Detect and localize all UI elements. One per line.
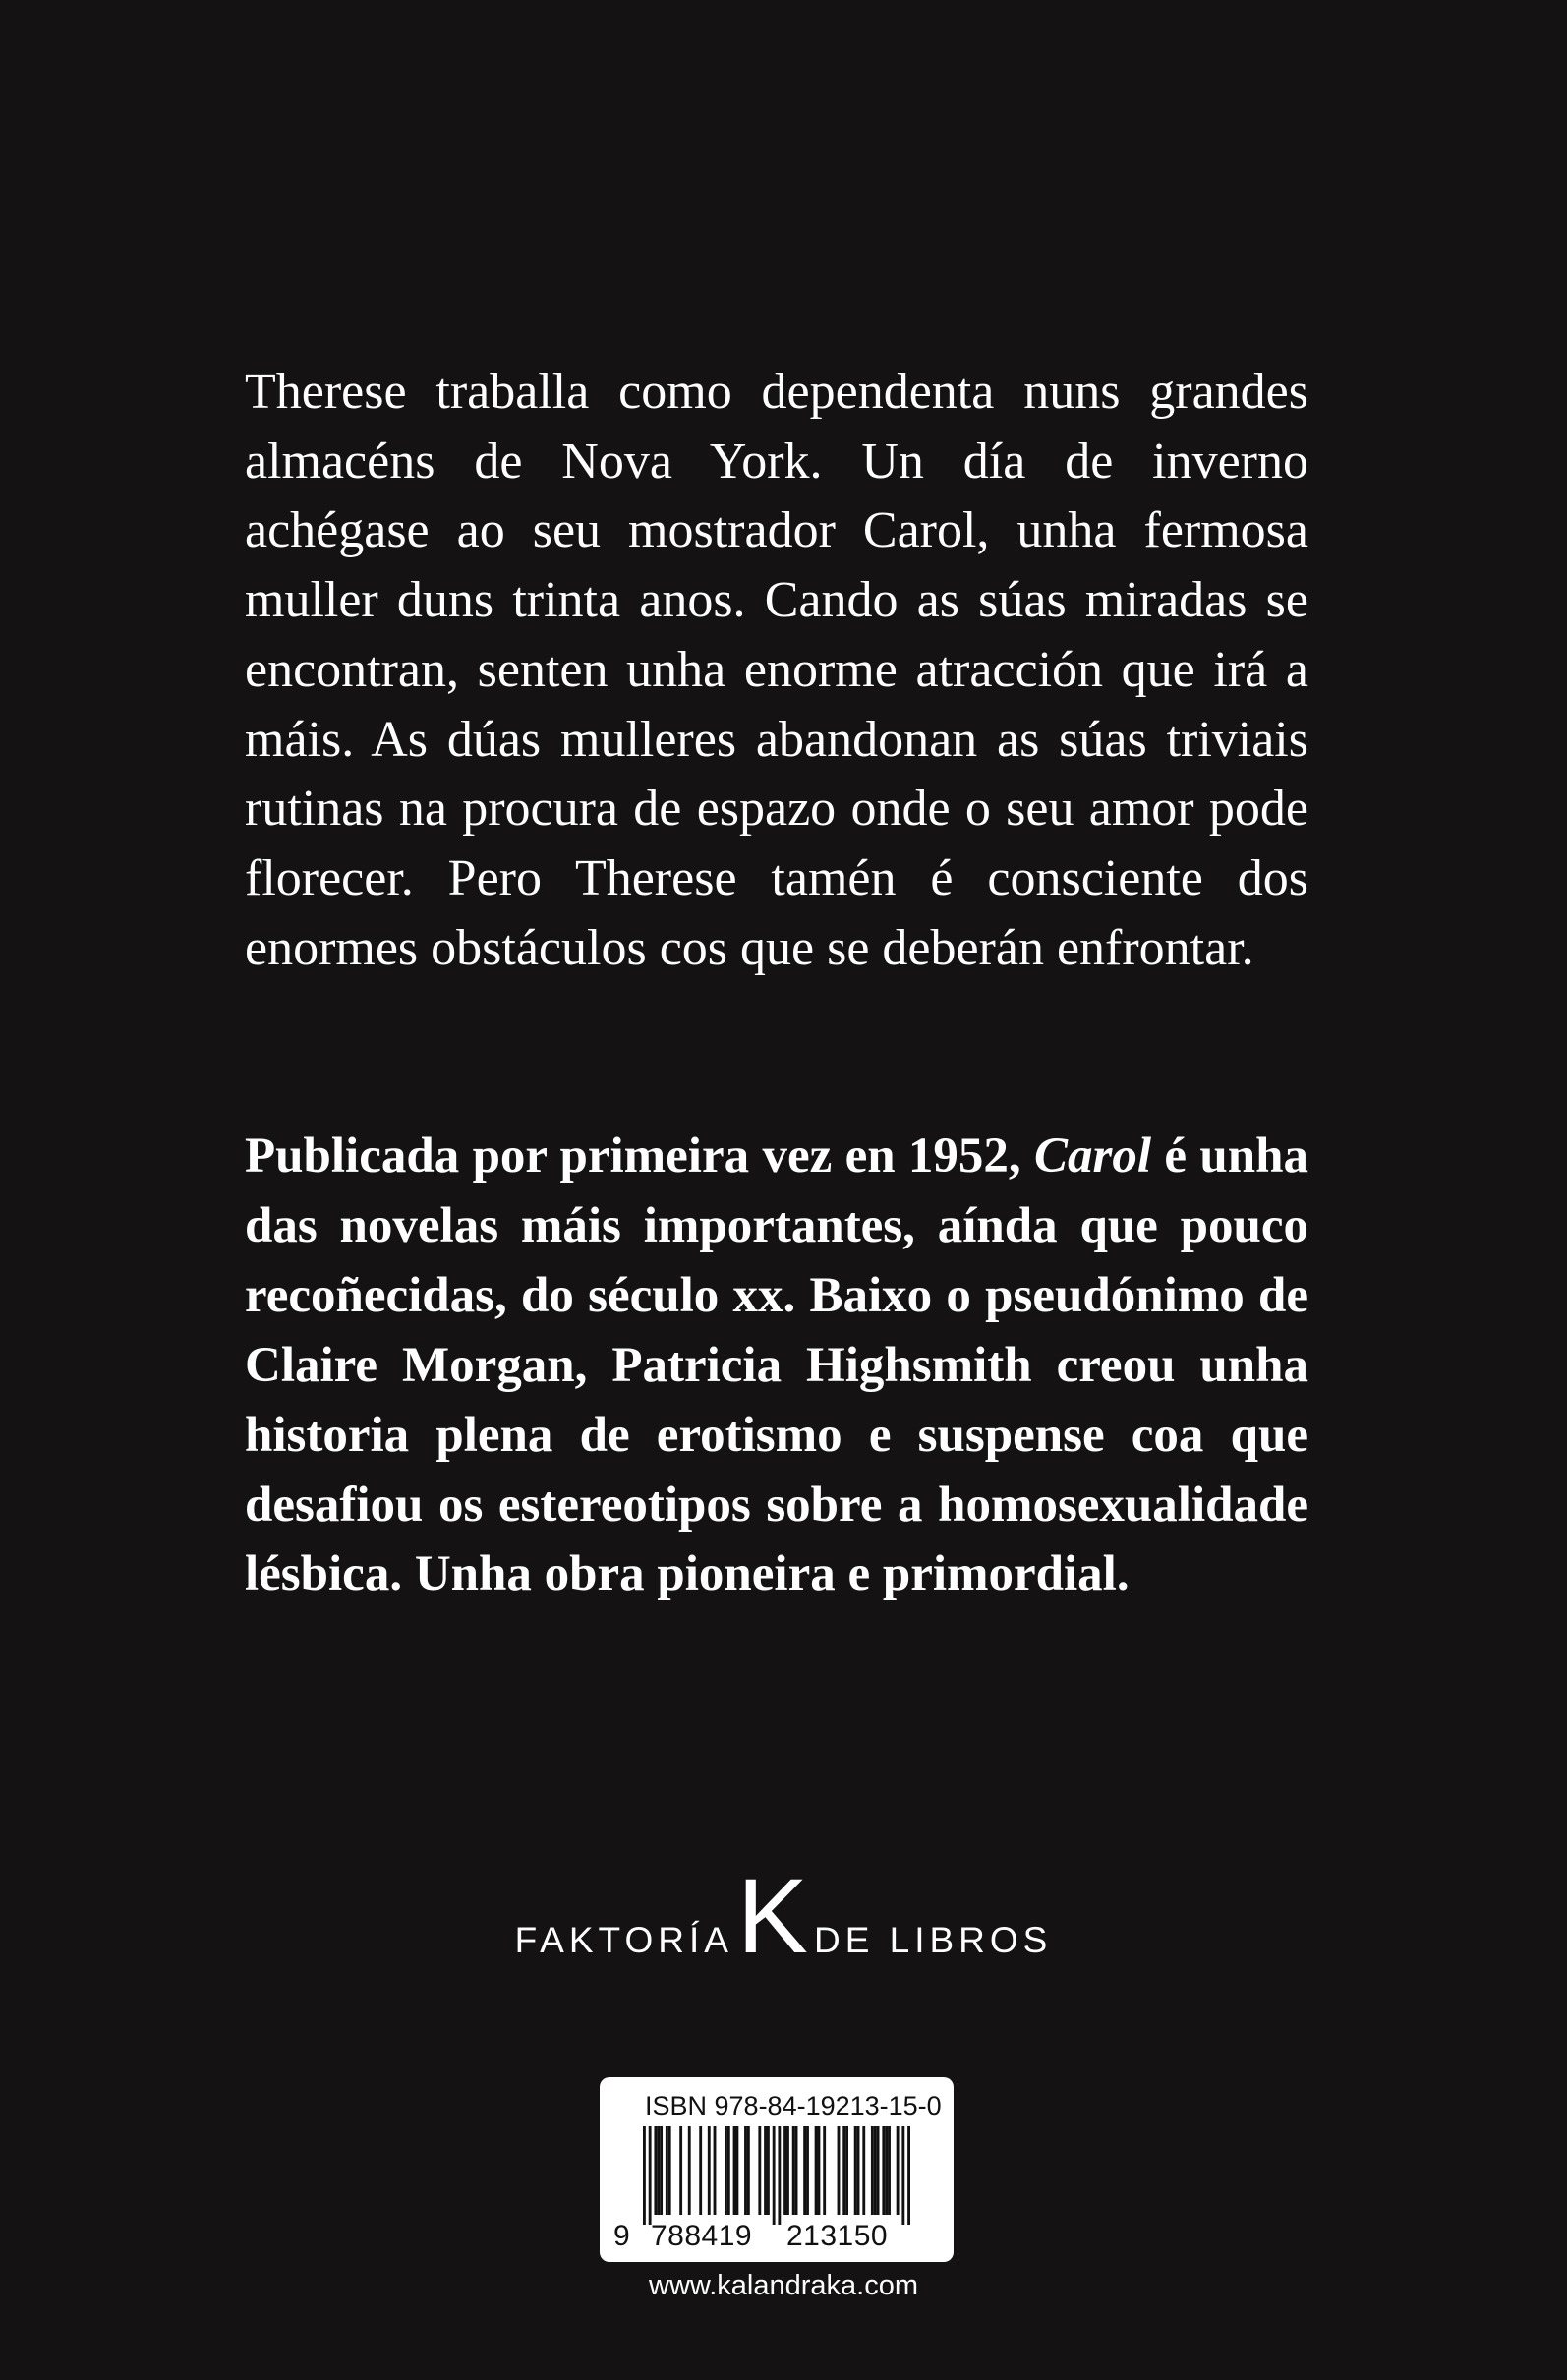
barcode-bar <box>660 2126 663 2215</box>
barcode-bar <box>725 2126 727 2215</box>
barcode-bar <box>877 2126 880 2215</box>
publication-note <box>245 1122 1308 1609</box>
barcode-bar <box>649 2126 652 2225</box>
barcode-bar <box>657 2126 660 2215</box>
barcode-bar <box>714 2126 717 2215</box>
barcode-bar <box>842 2126 845 2215</box>
barcode-bar <box>823 2126 826 2215</box>
barcode-bar <box>778 2126 781 2225</box>
barcode-label <box>600 2077 954 2262</box>
barcode-bar <box>857 2126 860 2215</box>
barcode-bar <box>679 2126 682 2215</box>
barcode-bar <box>668 2126 671 2215</box>
ean-first-digit: 9 <box>613 2220 630 2252</box>
publisher-logo <box>0 1856 1567 1975</box>
barcode-bar <box>871 2126 874 2215</box>
barcode-bar <box>654 2126 657 2215</box>
barcode-bar <box>708 2126 711 2215</box>
barcode-bar <box>907 2126 910 2225</box>
barcode-bar <box>786 2126 789 2215</box>
publisher-logo-k: K <box>736 1856 808 1975</box>
barcode-bar <box>882 2126 885 2215</box>
barcode-bar <box>897 2126 900 2215</box>
barcode-bar <box>758 2126 761 2215</box>
barcode-bar <box>643 2126 646 2225</box>
barcode-bar <box>854 2126 857 2215</box>
barcode-bar <box>885 2126 888 2215</box>
publisher-logo-right: DE LIBROS <box>813 1920 1053 1960</box>
barcode-bar <box>888 2126 891 2215</box>
barcode-bar <box>727 2126 730 2215</box>
barcode-bar <box>806 2126 809 2215</box>
barcode-bar <box>815 2126 818 2215</box>
barcode-bars <box>643 2126 910 2225</box>
publisher-logo-left: FAKTORÍA <box>514 1920 733 1960</box>
barcode-bar <box>666 2126 668 2215</box>
barcode-bar <box>767 2126 770 2215</box>
barcode-bar <box>838 2126 841 2215</box>
barcode-bar <box>818 2126 821 2215</box>
barcode-bar <box>874 2126 877 2215</box>
book-title: Carol <box>1034 1129 1152 1184</box>
barcode-bar <box>845 2126 848 2215</box>
barcode-bar <box>688 2126 691 2215</box>
barcode-bar <box>733 2126 736 2215</box>
barcode-bar <box>784 2126 786 2215</box>
barcode-bar <box>735 2126 738 2215</box>
ean-right-digits: 213150 <box>786 2220 889 2252</box>
website-url: www.kalandraka.com <box>649 2270 918 2301</box>
barcode-bar <box>901 2126 904 2225</box>
barcode-bar <box>862 2126 865 2215</box>
barcode-bar <box>764 2126 767 2215</box>
barcode-bar <box>792 2126 795 2215</box>
barcode-bar <box>803 2126 806 2215</box>
isbn-text: ISBN 978-84-19213-15-0 <box>645 2091 942 2120</box>
barcode-bar <box>773 2126 776 2225</box>
publication-note-start: Publicada por primeira vez en 1952, <box>245 1129 1035 1184</box>
publication-note-end: é unha das novelas máis importantes, aínda que pouco recoñecidas, do século xx. Baixo o pseudónimo de Claire Morgan, Patricia Highsmith creou unha historia plena de erotismo e suspense coa que desafiou os estereotipos sobre a homosexualidade lésbica. Unha obra pioneira e primordial. <box>245 1129 1308 1602</box>
barcode-bar <box>795 2126 798 2215</box>
barcode-bar <box>747 2126 750 2215</box>
barcode-bar <box>744 2126 747 2215</box>
ean-left-digits: 788419 <box>651 2220 753 2252</box>
synopsis-paragraph: Therese traballa como dependenta nuns grandes almacéns de Nova York. Un día de inverno achégase ao seu mostrador Carol, unha fermosa muller duns trinta anos. Cando as súas miradas se encontran, senten unha enorme atracción que irá a máis. As dúas mulleres abandonan as súas triviais rutinas na procura de espazo onde o seu amor pode florecer. Pero Therese tamén é consciente dos enormes obstáculos cos que se deberán enfrontar. <box>245 364 1308 976</box>
barcode-bar <box>699 2126 702 2215</box>
